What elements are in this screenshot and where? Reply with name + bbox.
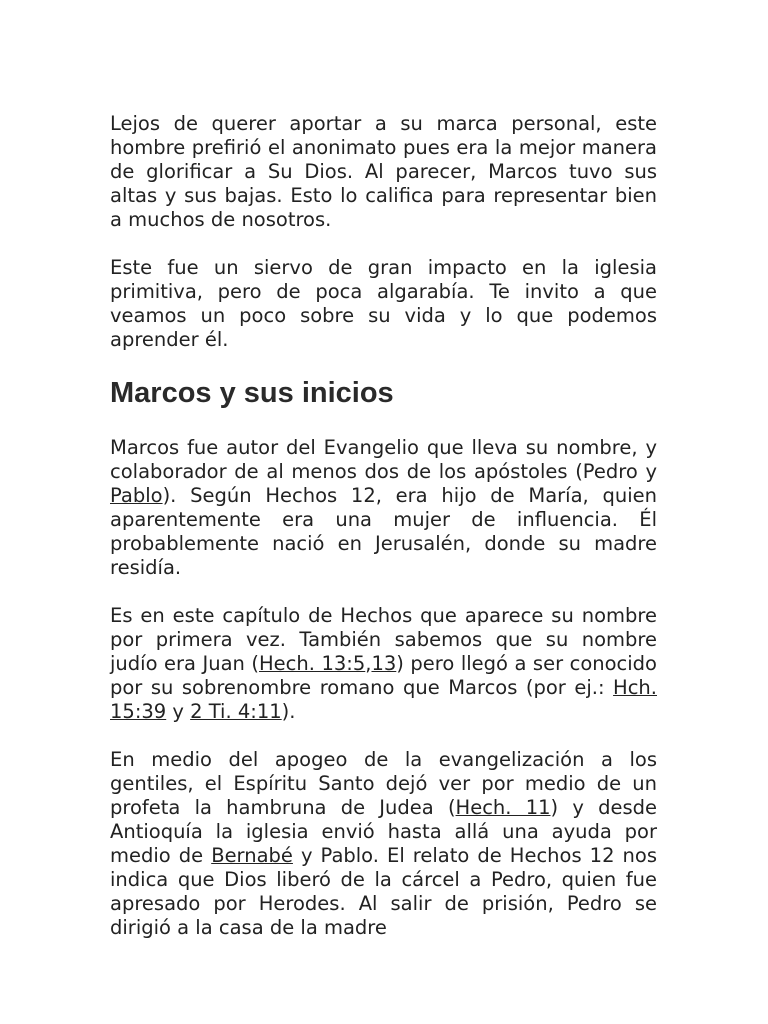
text-run: y Pablo. El relato de Hechos 12 nos indica que Dios liberó de la cárcel a Pedro, quien fue apresado por Herodes. Al salir de prisión, Pedro se dirigió a la casa de la madre (110, 844, 657, 939)
link-hch-15-39[interactable]: Hch. 15:39 (110, 676, 657, 723)
link-bernabe[interactable]: Bernabé (211, 844, 293, 867)
text-run: ). (281, 700, 296, 723)
link-hech-13-5[interactable]: Hech. 13:5 (259, 652, 366, 675)
text-run: ). Según Hechos 12, era hijo de María, quien aparentemente era una mujer de influencia. Él probablemente nació en Jerusalén, donde su madre residía. (110, 484, 657, 579)
paragraph-servant: Este fue un siervo de gran impacto en la iglesia primitiva, pero de poca algarabía. Te invito a que veamos un poco sobre su vida y lo que podemos aprender él. (110, 256, 657, 351)
text-run: ) pero llegó a ser conocido por su sobrenombre romano que Marcos (por ej.: (110, 652, 657, 699)
paragraph-author (110, 436, 657, 580)
link-pablo[interactable]: Pablo (110, 484, 163, 507)
text-run: , (365, 652, 372, 675)
paragraph-intro: Lejos de querer aportar a su marca personal, este hombre prefirió el anonimato pues era la mejor manera de glorificar a Su Dios. Al parecer, Marcos tuvo sus altas y sus bajas. Esto lo califica para representar bien a muchos de nosotros. (110, 112, 657, 231)
text-run: ) y desde Antioquía la iglesia envió hasta allá una ayuda por medio de (110, 796, 657, 867)
link-13[interactable]: 13 (371, 652, 397, 675)
paragraph-name (110, 604, 657, 724)
text-run: Marcos fue autor del Evangelio que lleva su nombre, y colaborador de al menos dos de los apóstoles (Pedro y (110, 436, 657, 483)
text-run: En medio del apogeo de la evangelización a los gentiles, el Espíritu Santo dejó ver por medio de un profeta la hambruna de Judea ( (110, 748, 657, 819)
link-hech-11[interactable]: Hech. 11 (455, 796, 551, 819)
text-run: Es en este capítulo de Hechos que aparece su nombre por primera vez. También sabemos que su nombre judío era Juan ( (110, 604, 657, 675)
text-run: y (166, 700, 191, 723)
link-2-ti-4-11[interactable]: 2 Ti. 4:11 (190, 700, 282, 723)
section-heading: Marcos y sus inicios (110, 377, 394, 409)
paragraph-evangelization (110, 748, 657, 940)
